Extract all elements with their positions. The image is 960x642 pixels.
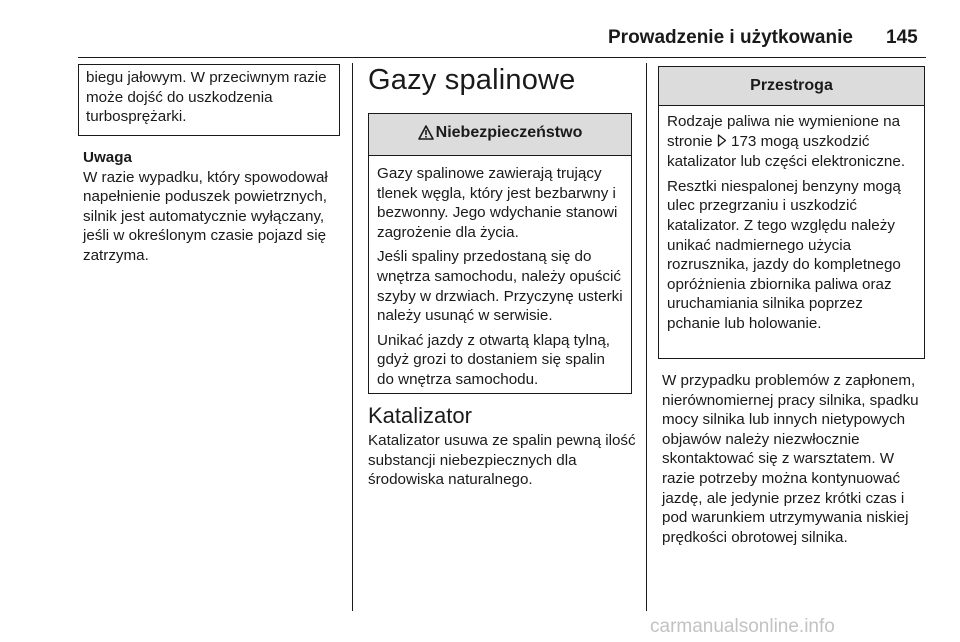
page-reference-arrow-icon bbox=[717, 133, 727, 153]
caution-title: Przestroga bbox=[750, 77, 833, 94]
note-title: Uwaga bbox=[83, 149, 132, 166]
caution-paragraph-1 bbox=[667, 112, 918, 172]
continued-caution-box bbox=[78, 64, 340, 136]
caution-header bbox=[659, 67, 924, 106]
caution-box bbox=[658, 66, 925, 359]
danger-paragraph-2: Jeśli spaliny przedostaną się do wnętrza samochodu, należy opuścić szyby w drzwiach. Przyczynę usterki należy usunąć w serwisie. bbox=[377, 248, 623, 325]
danger-header bbox=[369, 114, 631, 156]
note-block bbox=[83, 148, 347, 266]
watermark: carmanualsonline.info bbox=[650, 616, 835, 637]
page-number: 145 bbox=[886, 27, 918, 48]
danger-title: Niebezpieczeństwo bbox=[435, 124, 583, 141]
subsection-body bbox=[368, 431, 636, 490]
running-header-title: Prowadzenie i użytkowanie bbox=[608, 27, 853, 48]
section-title: Gazy spalinowe bbox=[368, 64, 576, 96]
header-rule bbox=[78, 57, 926, 58]
continued-caution-text: biegu jałowym. W przeciwnym razie może dojść do uszkodzenia turbosprężarki. bbox=[86, 69, 327, 126]
subsection-text: Katalizator usuwa ze spalin pewną ilość substancji niebezpiecznych dla środowiska naturalnego. bbox=[368, 432, 636, 489]
column3-body-text: W przypadku problemów z zapłonem, nierównomiernej pracy silnika, spadku mocy silnika lub innych nietypowych objawów należy niezwłocznie skontaktować się z warsztatem. W razie potrzeby można kontynuować jazdę, ale jedynie przez krótki czas i pod warunkiem utrzymywania niskiej prędkości obrotowej silnika. bbox=[662, 372, 919, 546]
caution-p1-text-end: 173 mogą uszkodzić katalizator lub części elektroniczne. bbox=[667, 132, 906, 171]
warning-triangle-icon bbox=[418, 117, 434, 155]
danger-paragraph-3: Unikać jazdy z otwartą klapą tylną, gdyż grozi to dostaniem się spalin do wnętrza samochodu. bbox=[377, 331, 610, 388]
column3-body bbox=[662, 371, 928, 547]
danger-box bbox=[368, 113, 632, 394]
caution-p1-text-start: Rodzaje paliwa nie wymienione na stronie bbox=[667, 113, 901, 150]
caution-paragraph-2: Resztki niespalonej benzyny mogą ulec przegrzaniu i uszkodzić katalizator. Z tego względu należy unikać nadmiernego użycia rozrusznika, jazdy do kompletnego opróżnienia zbiornika paliwa oraz uruchamiania silnika poprzez pchanie lub holowanie. bbox=[667, 177, 901, 332]
danger-paragraph-1: Gazy spalinowe zawierają trujący tlenek węgla, który jest bezbarwny i bezwonny. Jego wdychanie stanowi zagrożenie dla życia. bbox=[377, 165, 618, 241]
subsection-title: Katalizator bbox=[368, 403, 472, 428]
note-text: W razie wypadku, który spowodował napełnienie poduszek powietrznych, silnik jest automatycznie wyłączany, jeśli w określonym czasie pojazd się zatrzyma. bbox=[83, 168, 328, 264]
column-divider-1 bbox=[352, 63, 353, 611]
column-divider-2 bbox=[646, 63, 647, 611]
